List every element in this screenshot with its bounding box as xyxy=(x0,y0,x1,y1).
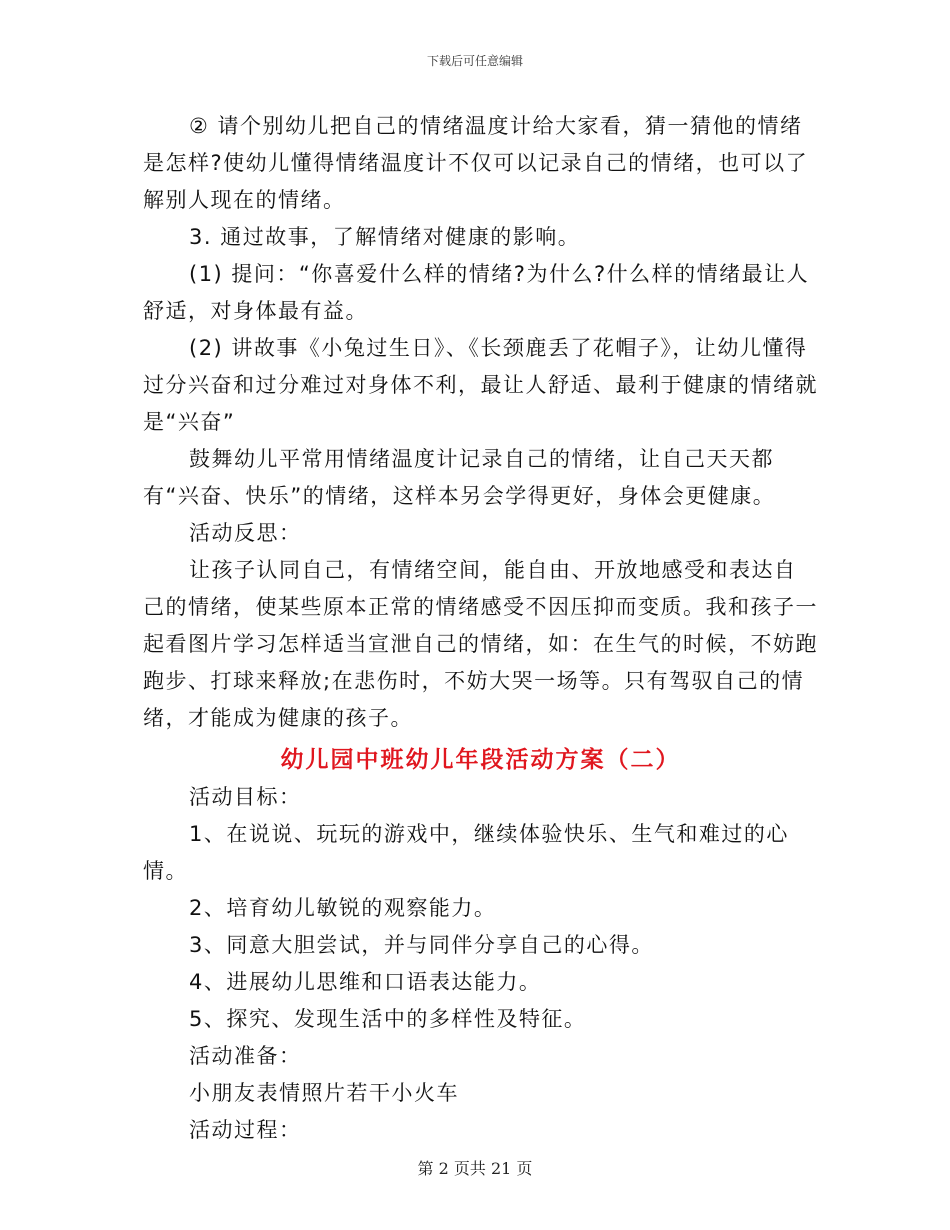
prep-text: 小朋友表情照片若干小火车 xyxy=(189,1081,459,1105)
paragraph-question: (1) 提问：“你喜爱什么样的情绪?为什么?什么样的情绪最让人舒适，对身体最有益。 xyxy=(143,262,810,323)
goals-label: 活动目标： xyxy=(189,785,302,809)
paragraph-reflection: 让孩子认同自己，有情绪空间，能自由、开放地感受和表达自己的情绪，使某些原本正常的情绪感受不因压抑而变质。我和孩子一起看图片学习怎样适当宣泄自己的情绪，如：在生气的时候，不妨跑跑步、打球来释放;在悲伤时，不妨大哭一场等。只有驾驭自己的情绪，才能成为健康的孩子。 xyxy=(143,558,818,730)
document-body xyxy=(143,108,818,1149)
page-header: 下载后可任意编辑 xyxy=(426,54,523,68)
reflection-label: 活动反思： xyxy=(189,521,302,545)
goal-item: 2、培育幼儿敏锐的观察能力。 xyxy=(189,896,497,920)
goal-item: 1、在说说、玩玩的游戏中，继续体验快乐、生气和难过的心情。 xyxy=(143,822,789,883)
paragraph-story: (2) 讲故事《小兔过生日》、《长颈鹿丢了花帽子》，让幼儿懂得过分兴奋和过分难过对身体不利，最让人舒适、最利于健康的情绪就是“兴奋” xyxy=(143,336,818,434)
process-label: 活动过程： xyxy=(189,1118,302,1142)
goal-item: 3、同意大胆尝试，并与同伴分享自己的心得。 xyxy=(189,933,654,957)
page-footer: 第 2 页共 21 页 xyxy=(417,1159,533,1178)
paragraph-encourage: 鼓舞幼儿平常用情绪温度计记录自己的情绪，让自己天天都有“兴奋、快乐”的情绪，这样本另会学得更好，身体会更健康。 xyxy=(143,447,776,508)
goal-item: 5、探究、发现生活中的多样性及特征。 xyxy=(189,1007,587,1031)
paragraph-emotion-thermometer: ② 请个别幼儿把自己的情绪温度计给大家看，猜一猜他的情绪是怎样?使幼儿懂得情绪温度计不仅可以记录自己的情绪，也可以了解别人现在的情绪。 xyxy=(143,114,809,212)
prep-label: 活动准备： xyxy=(189,1044,302,1068)
paragraph-step-3: 3. 通过故事，了解情绪对健康的影响。 xyxy=(189,225,581,249)
section-title: 幼儿园中班幼儿年段活动方案（二） xyxy=(280,747,681,773)
goal-item: 4、进展幼儿思维和口语表达能力。 xyxy=(189,970,542,994)
